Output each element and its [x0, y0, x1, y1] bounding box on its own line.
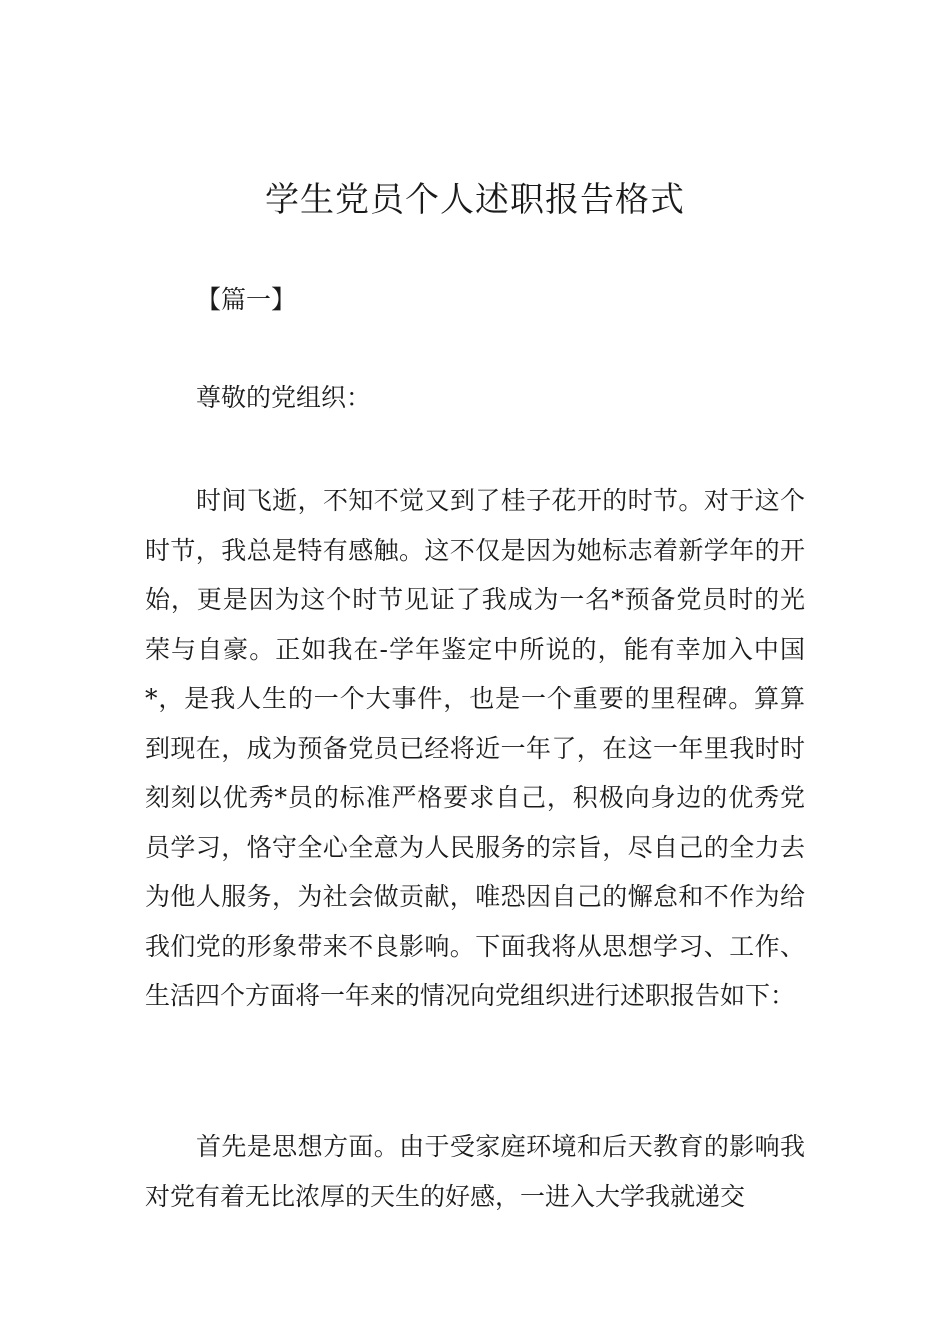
salutation: 尊敬的党组织：	[196, 383, 372, 412]
document-title: 学生党员个人述职报告格式	[265, 180, 685, 220]
section-label: 【篇一】	[196, 285, 297, 314]
body-paragraph: 首先是思想方面。由于受家庭环境和后天教育的影响我对党有着无比浓厚的天生的好感，一进入大学我就递交	[145, 1132, 805, 1211]
body-paragraph: 时间飞逝，不知不觉又到了桂子花开的时节。对于这个时节，我总是特有感触。这不仅是因为她标志着新学年的开始，更是因为这个时节见证了我成为一名*预备党员时的光荣与自豪。正如我在-学年鉴定中所说的，能有幸加入中国*，是我人生的一个大事件，也是一个重要的里程碑。算算到现在，成为预备党员已经将近一年了，在这一年里我时时刻刻以优秀*员的标准严格要求自己，积极向身边的优秀党员学习，恪守全心全意为人民服务的宗旨，尽自己的全力去为他人服务，为社会做贡献，唯恐因自己的懈怠和不作为给我们党的形象带来不良影响。下面我将从思想学习、工作、生活四个方面将一年来的情况向党组织进行述职报告如下：	[145, 486, 805, 1010]
